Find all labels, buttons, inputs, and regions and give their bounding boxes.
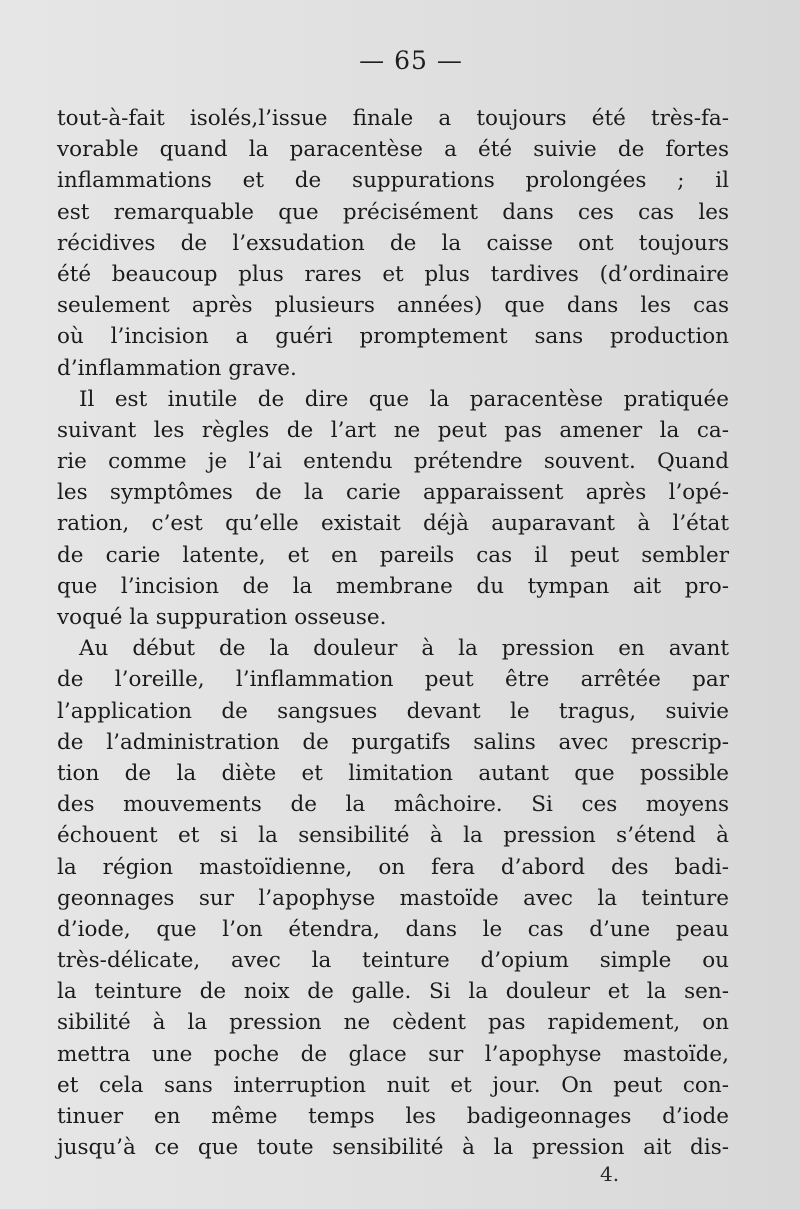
text-line: très-délicate, avec la teinture d’opium simple ou (57, 948, 729, 974)
text-line: tion de la diète et limitation autant que possible (57, 760, 729, 786)
text-line: jusqu’à ce que toute sensibilité à la pression ait dis- (57, 1135, 729, 1161)
text-line: tout-à-fait isolés,l’issue finale a toujours été très-fa- (57, 106, 729, 131)
text-line: où l’incision a guéri promptement sans production (57, 324, 729, 350)
text-line: tinuer en même temps les badigeonnages d’iode (57, 1104, 729, 1129)
text-line: Au début de la douleur à la pression en avant (79, 636, 729, 662)
text-line: de carie latente, et en pareils cas il peut sembler (57, 542, 729, 568)
text-line: mettra une poche de glace sur l’apophyse mastoïde, (57, 1041, 729, 1067)
text-line: de l’administration de purgatifs salins avec prescrip- (57, 729, 729, 755)
text-line: la teinture de noix de galle. Si la douleur et la sen- (57, 979, 729, 1005)
text-line: que l’incision de la membrane du tympan ait pro- (57, 573, 729, 599)
text-line: la région mastoïdienne, on fera d’abord des badi- (57, 854, 729, 880)
text-line: inflammations et de suppurations prolongées ; il (57, 168, 729, 194)
page-header (0, 46, 800, 75)
text-line: Il est inutile de dire que la paracentèse pratiquée (79, 386, 729, 412)
text-line: des mouvements de la mâchoire. Si ces moyens (57, 792, 729, 818)
text-line: vorable quand la paracentèse a été suivie de fortes (57, 137, 729, 163)
text-line: récidives de l’exsudation de la caisse ont toujours (57, 230, 729, 256)
text-line: est remarquable que précisément dans ces cas les (57, 199, 729, 225)
text-line: voqué la suppuration osseuse. (57, 605, 387, 630)
text-line: geonnages sur l’apophyse mastoïde avec la teinture (57, 885, 729, 911)
printer-signature-mark: 4. (600, 1162, 620, 1186)
page-number: — 65 — (359, 46, 463, 75)
text-line: rie comme je l’ai entendu prétendre souvent. Quand (57, 449, 729, 475)
text-line: d’iode, que l’on étendra, dans le cas d’une peau (57, 916, 729, 942)
text-line: l’application de sangsues devant le tragus, suivie (57, 698, 729, 724)
text-line: de l’oreille, l’inflammation peut être arrêtée par (57, 667, 729, 693)
text-line: été beaucoup plus rares et plus tardives (d’ordinaire (57, 261, 729, 287)
text-line: d’inflammation grave. (57, 355, 297, 381)
text-line: échouent et si la sensibilité à la pression s’étend à (57, 823, 729, 849)
text-line: seulement après plusieurs années) que dans les cas (57, 293, 729, 319)
page-body-text (57, 103, 729, 1163)
text-line: suivant les règles de l’art ne peut pas amener la ca- (57, 417, 729, 443)
text-line: ration, c’est qu’elle existait déjà auparavant à l’état (57, 511, 729, 537)
text-line: les symptômes de la carie apparaissent après l’opé- (57, 480, 729, 506)
text-line: et cela sans interruption nuit et jour. On peut con- (57, 1072, 729, 1098)
text-line: sibilité à la pression ne cèdent pas rapidement, on (57, 1010, 729, 1036)
